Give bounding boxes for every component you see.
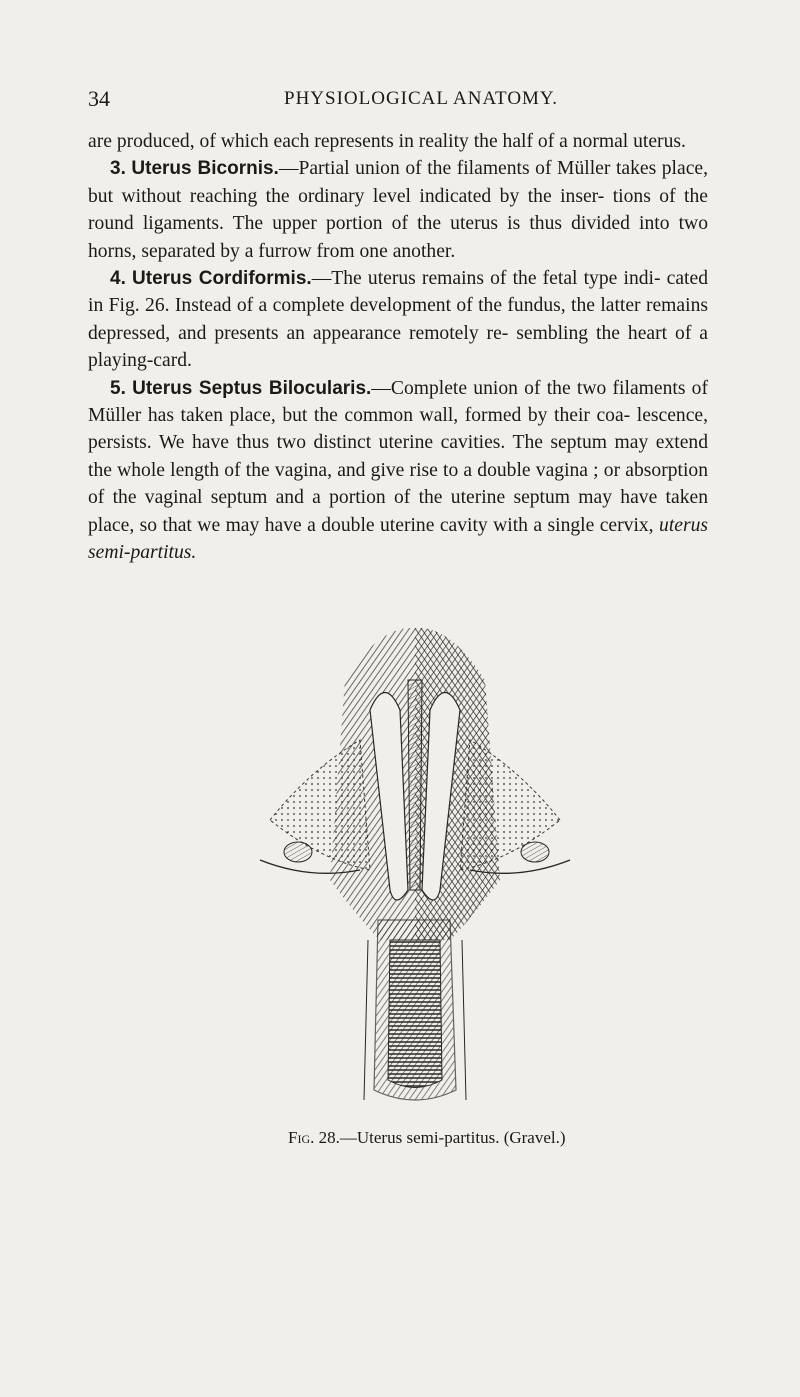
page-header: [88, 86, 708, 116]
section-number: 3.: [110, 158, 126, 180]
uterus-illustration: [250, 620, 580, 1122]
paragraph-text: are produced, of which each represents in reality the half of a normal uterus.: [88, 131, 686, 152]
paragraph-uterus-bicornis: [88, 155, 708, 265]
vagina-left-line: [364, 940, 368, 1100]
section-heading: Uterus Bicornis.: [131, 158, 279, 180]
vagina-right-line: [462, 940, 466, 1100]
uterine-septum: [408, 680, 422, 890]
left-ovary: [284, 842, 312, 862]
paragraph-uterus-septus: [88, 375, 708, 567]
vaginal-rugae: [388, 940, 442, 1088]
figure-label: Fig. 28.: [288, 1128, 340, 1147]
right-ovary: [521, 842, 549, 862]
figure-caption-text: —Uterus semi-partitus. (Gravel.): [339, 1128, 566, 1147]
italic-term: uterus semi-partitus.: [88, 514, 708, 564]
paragraph-text: —Partial union of the filaments of Müller takes place, but without reaching the ordinary level indicated by the inser- tions of the round ligaments. The upper portion of the uterus is thus divided into two horns, separated by a furrow from one another.: [88, 158, 708, 262]
page-number: 34: [88, 86, 110, 111]
anatomical-figure: [250, 620, 580, 1122]
paragraph-uterus-cordiformis: [88, 265, 708, 375]
paragraph-text: —The uterus remains of the fetal type indi- cated in Fig. 26. Instead of a complete development of the fundus, the latter remains depressed, and presents an appearance remotely re- sembling the heart of a playing-card.: [88, 268, 708, 372]
running-head: PHYSIOLOGICAL ANATOMY.: [284, 88, 558, 109]
figure-caption: [288, 1128, 648, 1148]
section-number: 4.: [110, 268, 126, 290]
section-heading: Uterus Cordiformis.: [132, 268, 312, 290]
section-number: 5.: [110, 377, 126, 399]
paragraph-text: —Complete union of the two filaments of Müller has taken place, but the common wall, formed by their coa- lescence, persists. We have thus two distinct uterine cavities. The septum may extend the whole length of the vagina, and give rise to a double vagina ; or absorption of the vaginal septum and a portion of the uterine septum may have taken place, so that we may have a double uterine cavity with a single cervix,: [88, 377, 709, 536]
section-heading: Uterus Septus Bilocularis.: [132, 377, 372, 399]
body-text: [88, 128, 708, 567]
paragraph-continuation: [88, 128, 708, 155]
